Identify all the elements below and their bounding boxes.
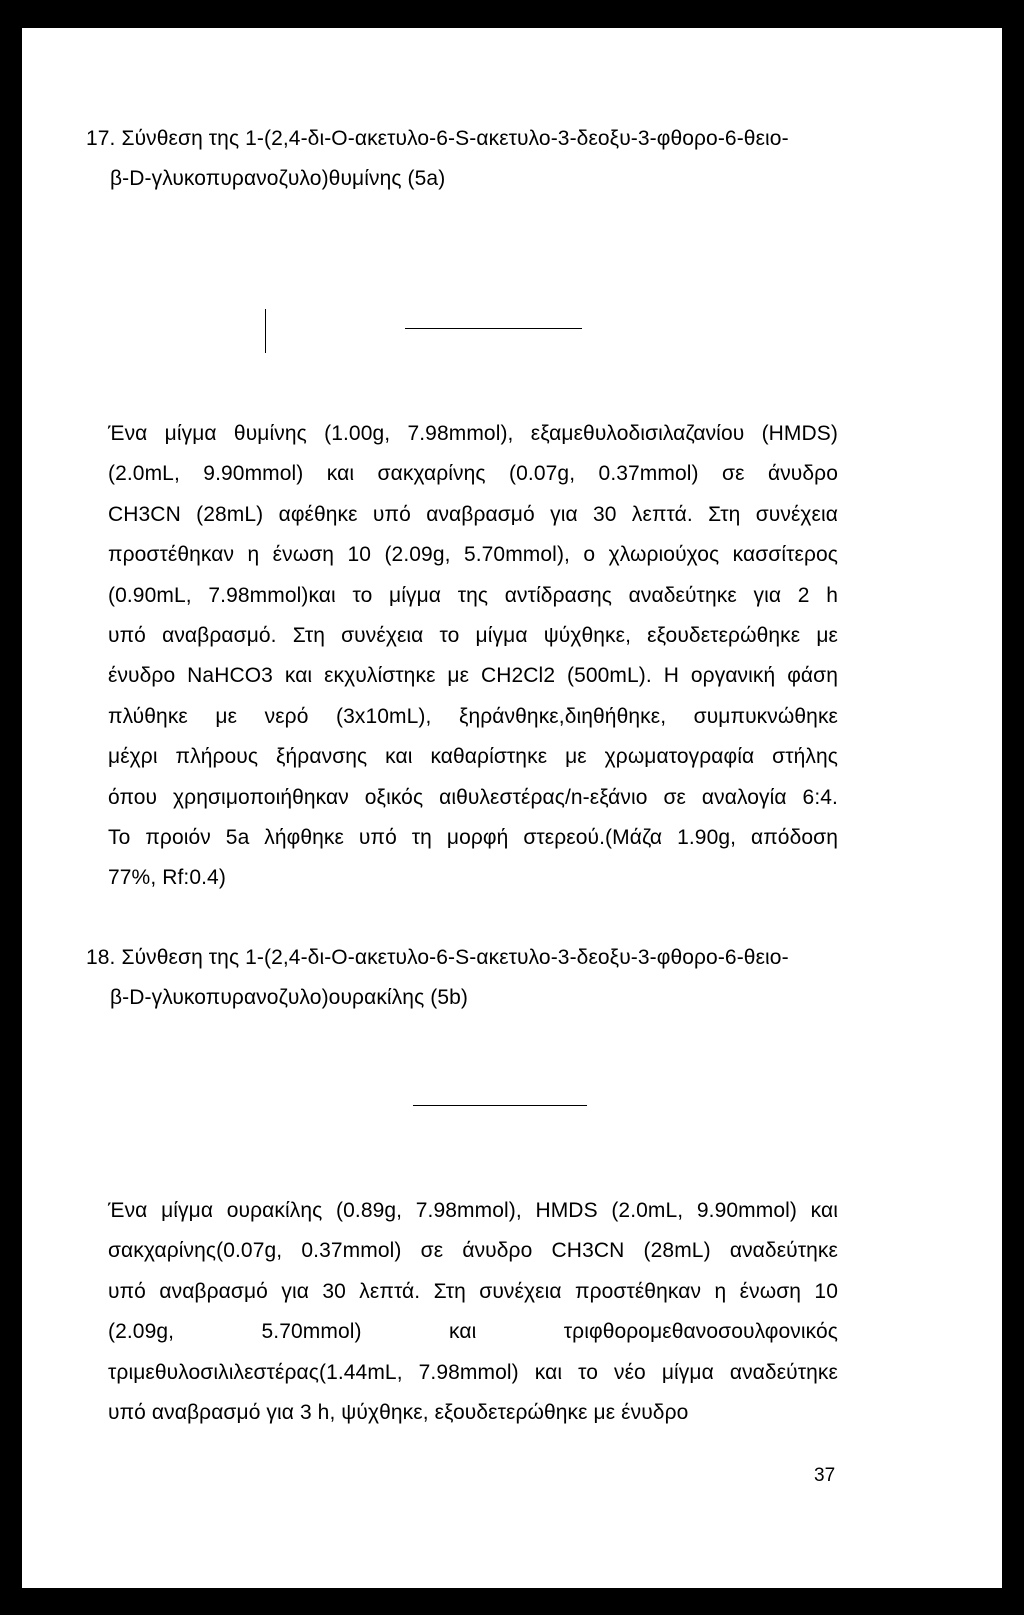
section-18-number: 18. [86, 946, 116, 969]
section-18-paragraph [108, 1191, 838, 1433]
section-17-title-line-1: Σύνθεση της 1-(2,4-δι-O-ακετυλο-6-S-ακετυλο-3-δεοξυ-3-φθορο-6-θειο- [121, 127, 789, 150]
section-17-number: 17. [86, 127, 116, 150]
section-18-heading [86, 938, 789, 1018]
page-number: 37 [814, 1465, 836, 1486]
paragraph-line: όπου χρησιμοποιήθηκαν οξικός αιθυλεστέρας/n-εξάνιο σε αναλογία 6:4. [108, 785, 838, 809]
section-18-title-line-1: Σύνθεση της 1-(2,4-δι-O-ακετυλο-6-S-ακετυλο-3-δεοξυ-3-φθορο-6-θειο- [121, 946, 789, 969]
section-18-title-line-2: β-D-γλυκοπυρανοζυλο)ουρακίλης (5b) [110, 986, 468, 1009]
paragraph-line: 77%, Rf:0.4) [108, 866, 226, 890]
paragraph-line: πλύθηκε με νερό (3x10mL), ξηράνθηκε,διηθήθηκε, συμπυκνώθηκε [108, 704, 838, 728]
scheme-fragment-line [405, 328, 582, 329]
section-17-heading [86, 119, 789, 199]
paragraph-line: υπό αναβρασμό για 30 λεπτά. Στη συνέχεια προστέθηκαν η ένωση 10 [108, 1279, 838, 1303]
scheme-fragment-line [413, 1105, 587, 1106]
paragraph-line: ένυδρο NaHCO3 και εκχυλίστηκε με CH2Cl2 (500mL). Η οργανική φάση [108, 664, 838, 688]
paragraph-line: σακχαρίνης(0.07g, 0.37mmol) σε άνυδρο CH3CN (28mL) αναδεύτηκε [108, 1239, 838, 1263]
paragraph-line: προστέθηκαν η ένωση 10 (2.09g, 5.70mmol), ο χλωριούχος κασσίτερος [108, 543, 838, 567]
paragraph-line: υπό αναβρασμό. Στη συνέχεια το μίγμα ψύχθηκε, εξουδετερώθηκε με [108, 624, 838, 648]
paragraph-line: μέχρι πλήρους ξήρανσης και καθαρίστηκε με χρωματογραφία στήλης [108, 745, 838, 769]
paragraph-line: Ένα μίγμα ουρακίλης (0.89g, 7.98mmol), HMDS (2.0mL, 9.90mmol) και [108, 1199, 838, 1222]
scheme-fragment-bar [265, 309, 266, 353]
paragraph-line: (0.90mL, 7.98mmol)και το μίγμα της αντίδρασης αναδεύτηκε για 2 h [108, 583, 838, 607]
paragraph-line: τριμεθυλοσιλιλεστέρας(1.44mL, 7.98mmol) και το νέο μίγμα αναδεύτηκε [108, 1360, 838, 1384]
paragraph-line: Ένα μίγμα θυμίνης (1.00g, 7.98mmol), εξαμεθυλοδισιλαζανίου (HMDS) [108, 422, 838, 445]
paragraph-line: (2.0mL, 9.90mmol) και σακχαρίνης (0.07g, 0.37mmol) σε άνυδρο [108, 462, 838, 486]
paragraph-line: Το προιόν 5a λήφθηκε υπό τη μορφή στερεού.(Μάζα 1.90g, απόδοση [108, 826, 838, 850]
paragraph-line: υπό αναβρασμό για 3 h, ψύχθηκε, εξουδετερώθηκε με ένυδρο [108, 1401, 689, 1425]
paragraph-line: (2.09g, 5.70mmol) και τριφθορομεθανοσουλφονικός [108, 1320, 838, 1344]
section-17-title-line-2: β-D-γλυκοπυρανοζυλο)θυμίνης (5a) [110, 167, 446, 190]
section-17-paragraph [108, 414, 838, 899]
paragraph-line: CH3CN (28mL) αφέθηκε υπό αναβρασμό για 30 λεπτά. Στη συνέχεια [108, 502, 838, 526]
